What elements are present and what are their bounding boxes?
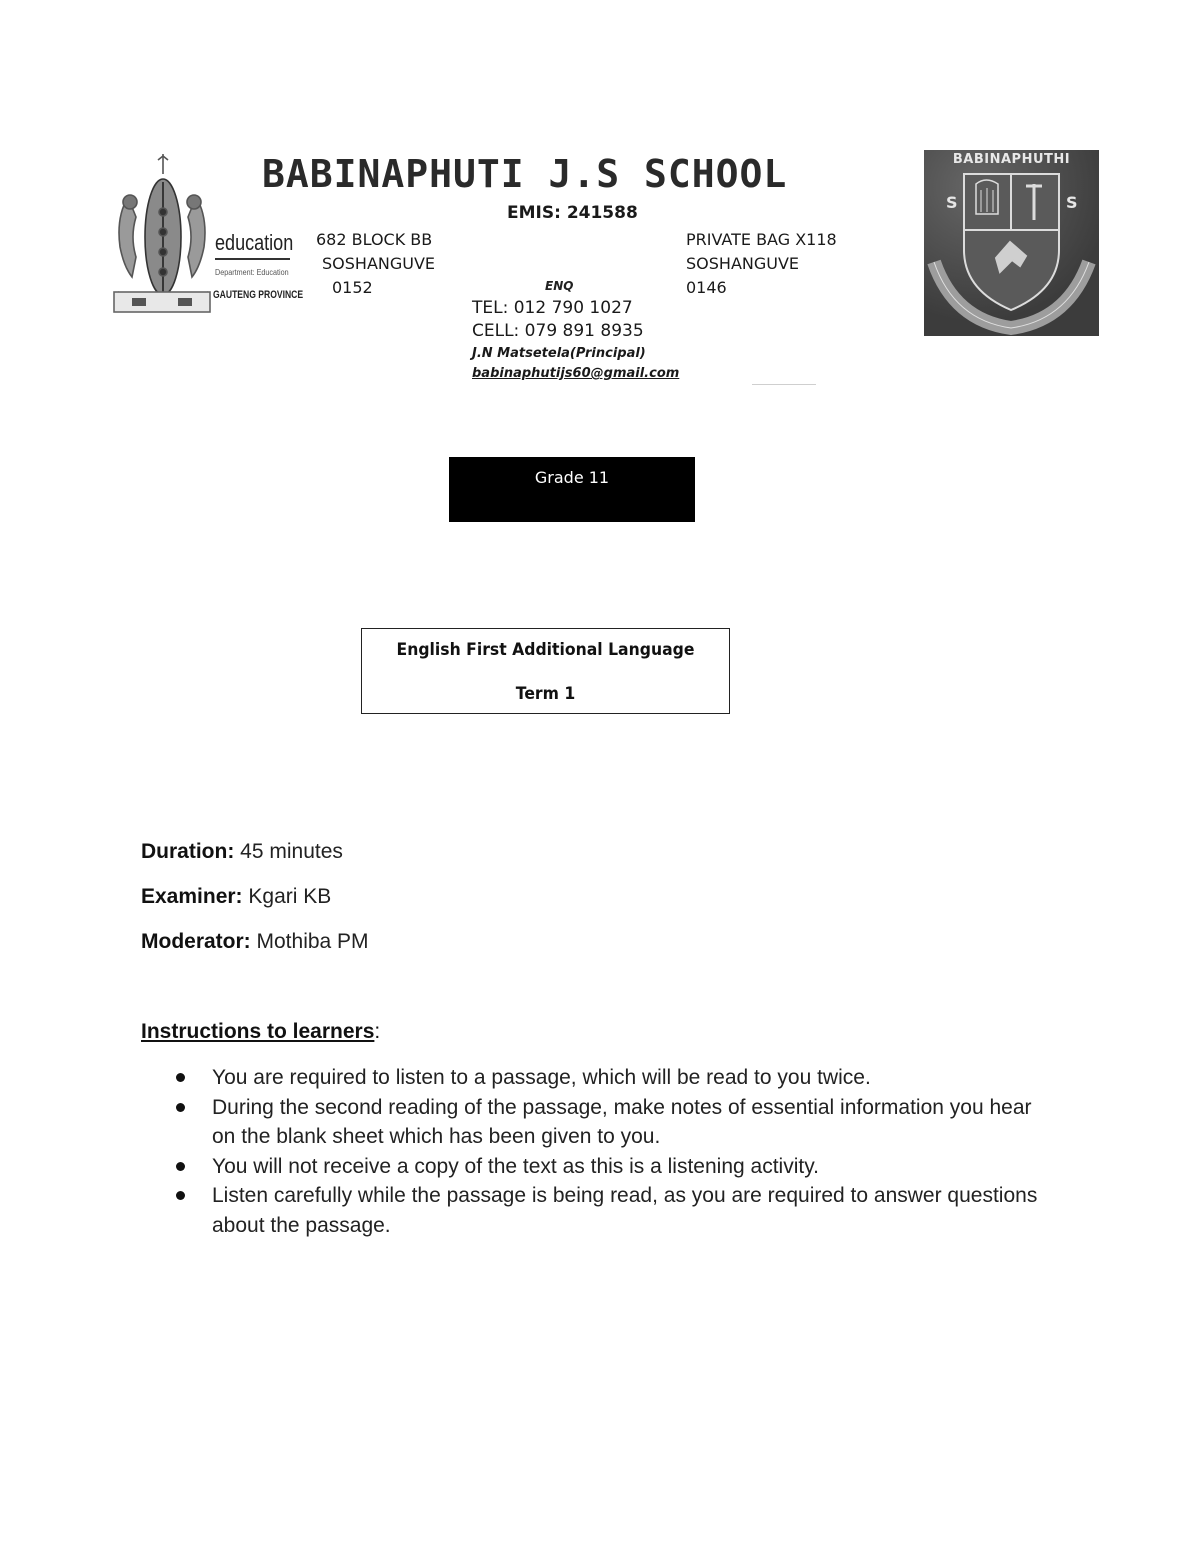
education-logo-province: GAUTENG PROVINCE [213,289,304,301]
instruction-item: Listen carefully while the passage is being read, as you are required to answer questions about the passage. [174,1181,1054,1240]
telephone: TEL: 012 790 1027 [472,298,633,318]
principal-name: J.N Matsetela(Principal) [472,346,646,361]
cellphone: CELL: 079 891 8935 [472,321,644,341]
duration-label: Duration: [141,840,235,863]
school-name: BABINAPHUTI J.S SCHOOL [262,152,788,196]
address-left [316,228,435,300]
duration-line [141,840,343,864]
moderator-label: Moderator: [141,930,251,953]
subject-name: English First Additional Language [396,640,695,660]
address-right-line: 0146 [686,278,727,297]
grade-box: Grade 11 [449,457,695,522]
education-logo-word: education [215,230,294,255]
subject-box [361,628,730,714]
school-email: babinaphutijs60@gmail.com [472,366,680,381]
badge-letter-left: S [946,193,958,212]
emis-number: EMIS: 241588 [507,203,638,223]
instructions-heading-text: Instructions to learners [141,1020,375,1043]
duration-value: 45 minutes [234,840,343,863]
address-left-line: 0152 [332,278,373,297]
term-label: Term 1 [515,684,576,704]
address-right [686,228,837,300]
instructions-heading [141,1020,380,1044]
address-right-line: SOSHANGUVE [686,254,800,273]
moderator-value: Mothiba PM [250,930,369,953]
instructions-list [174,1063,1054,1240]
education-logo-department: Department: Education [215,268,289,277]
instruction-item: You are required to listen to a passage, which will be read to you twice. [174,1063,1054,1093]
examiner-label: Examiner: [141,885,243,908]
coat-of-arms-logo [108,152,212,320]
examiner-line [141,885,331,909]
address-left-line: SOSHANGUVE [322,254,436,273]
address-right-line: PRIVATE BAG X118 [686,230,837,249]
instruction-item: During the second reading of the passage, make notes of essential information you hear on the blank sheet which has been given to you. [174,1093,1054,1152]
address-left-line: 682 BLOCK BB [316,230,433,249]
examiner-value: Kgari KB [242,885,332,908]
school-badge-logo [924,150,1099,336]
badge-title: BABINAPHUTHI [952,152,1071,167]
education-logo-rule [215,258,290,260]
instructions-heading-colon: : [374,1020,381,1043]
badge-letter-right: S [1066,193,1078,212]
moderator-line [141,930,369,954]
badge-emblem [924,150,1099,336]
contact-block [472,297,679,384]
enq-label: ENQ [545,279,574,293]
instruction-item: You will not receive a copy of the text as this is a listening activity. [174,1152,1054,1182]
scan-artifact-line [752,384,816,385]
